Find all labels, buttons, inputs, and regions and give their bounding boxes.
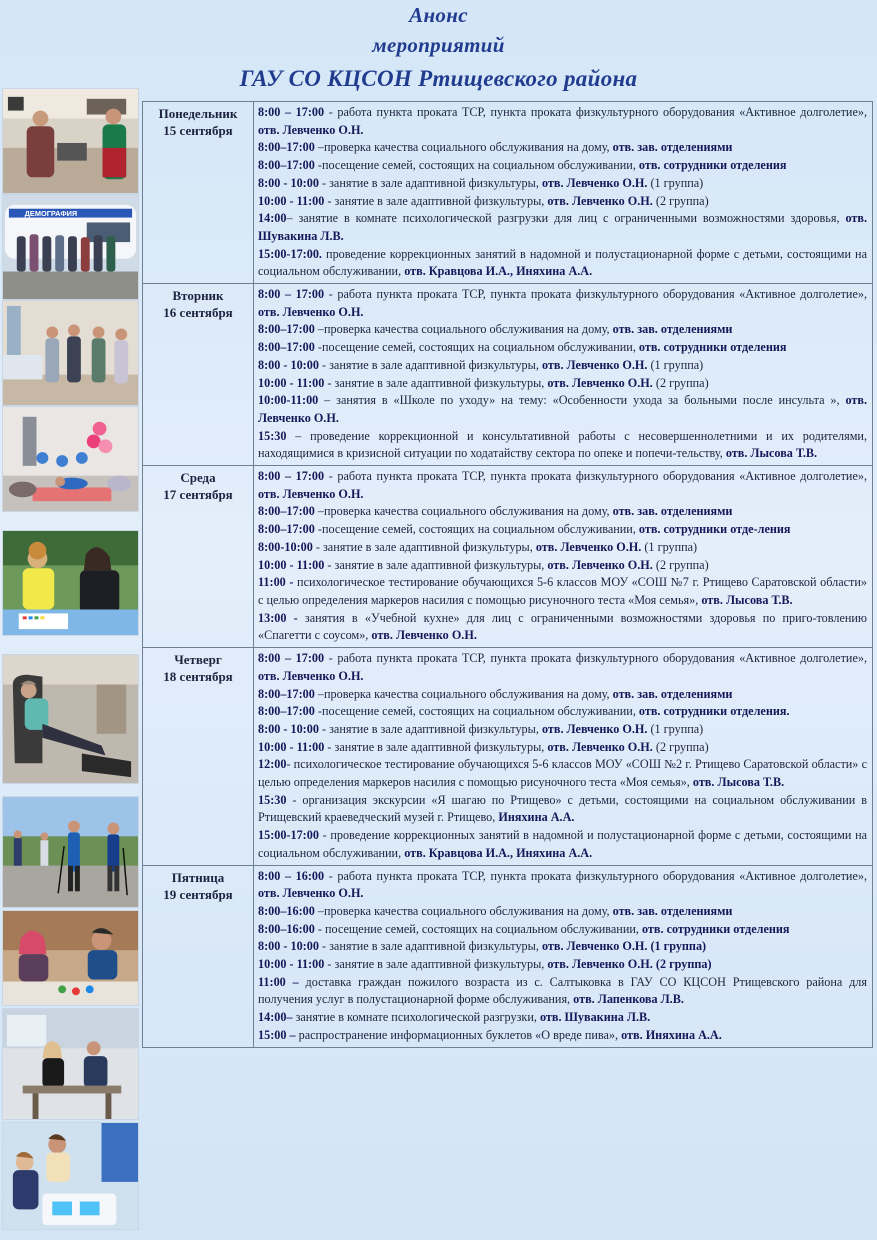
event-text: - занятие в зале адаптивной физкультуры,	[324, 957, 548, 972]
event-item	[258, 193, 867, 211]
day-cell	[143, 284, 254, 466]
day-date: 15 сентября	[163, 123, 233, 138]
event-bold-text: отв. Левченко О.Н.	[371, 628, 477, 643]
event-bold-text: 8:00–17:00	[258, 704, 315, 719]
event-item	[258, 521, 867, 539]
event-text: (2 группа)	[652, 193, 709, 208]
event-text: –проверка качества социального обслуживания на дому,	[314, 686, 613, 701]
day-name: Пятница	[171, 869, 225, 885]
event-text: - занятие в зале адаптивной физкультуры,	[324, 557, 548, 572]
event-bold-text: отв. Левченко О.Н.	[547, 193, 653, 208]
day-cell	[143, 466, 254, 648]
event-bold-text: 8:00–17:00	[258, 340, 315, 355]
event-bold-text: 10:00 - 11:00	[258, 193, 325, 208]
event-text: проведение коррекционных занятий в надомной и полустационарной форме с детьми, состоящими на социальном обслуживании,	[258, 246, 867, 279]
event-bold-text: отв. Левченко О.Н.	[258, 393, 867, 425]
event-text: –проверка качества социального обслуживания на дому,	[314, 322, 613, 337]
event-bold-text: отв. Левченко О.Н.	[258, 122, 364, 137]
event-bold-text: отв. Кравцова И.А., Иняхина А.А.	[404, 264, 593, 279]
event-bold-text: отв. сотрудники отделения	[638, 158, 787, 173]
header-title-line-1: Анонс	[409, 3, 468, 27]
event-text: - занятие в зале адаптивной физкультуры,	[318, 357, 542, 372]
event-bold-text: 8:00 - 10:00	[258, 175, 319, 190]
event-item	[258, 375, 867, 393]
event-bold-text: отв. зав. отделениями	[612, 322, 733, 337]
event-bold-text: отв. Левченко О.Н.	[258, 304, 364, 319]
photo-nordic-walking	[2, 796, 139, 908]
event-bold-text: 10:00 - 11:00	[258, 375, 325, 390]
event-bold-text: отв. Кравцова И.А., Иняхина А.А.	[404, 845, 593, 860]
event-bold-text: 10:00 - 11:00	[258, 739, 325, 754]
day-date: 18 сентября	[163, 669, 233, 685]
event-item	[258, 921, 867, 939]
event-bold-text: 10:00-11:00	[258, 393, 319, 408]
event-bold-text: 8:00 - 10:00	[258, 357, 319, 372]
event-item	[258, 956, 867, 974]
event-bold-text: 8:00–17:00	[258, 686, 315, 701]
day-cell	[143, 648, 254, 865]
event-bold-text: 15:00-17:00	[258, 828, 319, 843]
event-bold-text: 8:00 – 17:00	[258, 651, 325, 666]
photo-massage-chair	[2, 654, 139, 784]
event-text: распространение информационных буклетов «О вреде пива»,	[295, 1027, 622, 1042]
event-item	[258, 721, 867, 739]
event-bold-text: отв. Лапенкова Л.В.	[573, 992, 684, 1007]
photo-gym-exercise	[2, 406, 139, 512]
event-bold-text: 8:00–17:00	[258, 322, 315, 337]
event-bold-text: 8:00–17:00	[258, 158, 315, 173]
event-bold-text: Иняхина А.А.	[498, 810, 575, 825]
event-text: - организация экскурсии «Я шагаю по Ртищево» с детьми, состоящими на социальном обслуживании в Ртищевский краеведческий музей г. Ртищево,	[258, 792, 867, 825]
day-date: 16 сентября	[163, 305, 233, 321]
event-text: - занятие в зале адаптивной физкультуры,	[318, 939, 542, 954]
event-bold-text: отв. Лысова Т.В.	[701, 592, 793, 607]
event-item	[258, 1009, 867, 1027]
event-bold-text: отв. Левченко О.Н. (2 группа)	[547, 957, 712, 972]
event-bold-text: отв. Левченко О.Н.	[258, 668, 364, 683]
event-bold-text: 15:30	[258, 792, 287, 807]
event-text: –проверка качества социального обслуживания на дому,	[314, 903, 613, 918]
event-bold-text: отв. сотрудники отде-ления	[638, 522, 791, 537]
event-bold-text: 14:00–	[258, 1010, 293, 1025]
event-text: -посещение семей, состоящих на социальном обслуживании,	[314, 522, 639, 537]
event-bold-text: 15:00 –	[258, 1027, 296, 1042]
event-bold-text: 8:00–17:00	[258, 522, 315, 537]
photo-craft-table	[2, 910, 139, 1006]
event-bold-text: 8:00 - 10:00	[258, 939, 319, 954]
event-bold-text: отв. Левченко О.Н.	[547, 739, 653, 754]
event-bold-text: отв. Левченко О.Н.	[547, 375, 653, 390]
event-bold-text: 14:00	[258, 211, 287, 226]
event-item	[258, 610, 867, 645]
photo-consultation	[2, 1008, 139, 1120]
photo-drawing-lesson	[2, 530, 139, 636]
event-text: – занятие в комнате психологической разгрузки для лиц с ограниченными возможностями здоровья,	[286, 211, 846, 226]
event-text: - занятие в зале адаптивной физкультуры,	[324, 375, 548, 390]
event-text: доставка граждан пожилого возраста из с. Салтыковка в ГАУ СО КЦСОН Ртищевского района для получения услуг в полустационарной форме обслуживания,	[258, 974, 867, 1007]
event-bold-text: 8:00 – 17:00	[258, 105, 325, 119]
photo-kitchen	[2, 88, 139, 194]
event-bold-text: 8:00 – 17:00	[258, 469, 325, 484]
event-text: (2 группа)	[652, 739, 709, 754]
events-cell	[254, 284, 873, 466]
event-text: - занятие в зале адаптивной физкультуры,	[324, 193, 548, 208]
header-title-line-2: мероприятий	[372, 33, 505, 57]
photo-room-staff	[2, 300, 139, 406]
event-bold-text: отв. зав. отделениями	[612, 140, 733, 155]
event-item	[258, 339, 867, 357]
day-date: 19 сентября	[163, 886, 233, 902]
event-item	[258, 175, 867, 193]
event-item	[258, 1027, 867, 1045]
van-banner-text: ДЕМОГРАФИЯ	[24, 209, 78, 219]
day-cell	[143, 865, 254, 1047]
event-bold-text: 8:00–17:00	[258, 140, 315, 155]
event-item	[258, 357, 867, 375]
event-text: –проверка качества социального обслуживания на дому,	[314, 504, 613, 519]
event-text: занятия в «Учебной кухне» для лиц с ограниченными возможностями здоровья по приго-товлению «Спагетти с соусом»,	[258, 610, 868, 643]
event-bold-text: 12:00	[258, 757, 287, 772]
event-item	[258, 428, 867, 463]
event-bold-text: 8:00 - 10:00	[258, 721, 319, 736]
event-bold-text: отв. Левченко О.Н.	[541, 721, 648, 736]
event-text: - работа пункта проката ТСР, пункта проката физкультурного оборудования «Активное долголетие»,	[324, 868, 867, 883]
day-row	[143, 648, 873, 865]
header-title-line-3: ГАУ СО КЦСОН Ртищевского района	[239, 66, 638, 91]
photo-van-group	[2, 194, 139, 300]
event-text: (2 группа)	[652, 557, 709, 572]
event-item	[258, 903, 867, 921]
event-item	[258, 139, 867, 157]
event-bold-text: отв. Левченко О.Н.	[541, 175, 648, 190]
day-name: Четверг	[174, 652, 222, 668]
event-item	[258, 557, 867, 575]
event-bold-text: 8:00 – 17:00	[258, 287, 325, 302]
event-bold-text: 11:00 –	[258, 974, 299, 989]
event-text: - работа пункта проката ТСР, пункта проката физкультурного оборудования «Активное долголетие»,	[324, 651, 867, 666]
event-bold-text: отв. сотрудники отделения	[638, 340, 787, 355]
day-name: Среда	[180, 470, 216, 486]
event-text: - психологическое тестирование обучающихся 5-6 классов МОУ «СОШ №2 г. Ртищево Саратовской области» с целью определения маркеров насилия с помощью рисуночного теста «Моя семья»,	[258, 757, 867, 790]
events-cell	[254, 466, 873, 648]
event-text: (1 группа)	[647, 721, 704, 736]
event-text: - занятие в зале адаптивной физкультуры,	[312, 539, 536, 554]
event-item	[258, 938, 867, 956]
event-text: - занятие в зале адаптивной физкультуры,	[324, 739, 548, 754]
event-text: -посещение семей, состоящих на социальном обслуживании,	[314, 340, 639, 355]
schedule-table	[142, 101, 873, 1048]
event-bold-text: отв. Лысова Т.В.	[692, 775, 785, 790]
event-item	[258, 974, 867, 1009]
event-bold-text: отв. сотрудники отделения	[641, 921, 790, 936]
day-date: 17 сентября	[163, 487, 233, 503]
event-bold-text: 15:30	[258, 428, 287, 443]
event-bold-text: отв. Левченко О.Н.	[258, 886, 364, 901]
day-row	[143, 466, 873, 648]
event-bold-text: отв. Левченко О.Н.	[541, 357, 648, 372]
event-bold-text: отв. Шувакина Л.В.	[258, 211, 867, 243]
event-item	[258, 468, 867, 503]
event-text: – занятия в «Школе по уходу» на тему: «Особенности ухода за больными после инсульта »,	[318, 393, 846, 408]
event-bold-text: 8:00 – 16:00	[258, 868, 325, 883]
event-text: -посещение семей, состоящих на социальном обслуживании,	[314, 704, 639, 719]
header	[0, 0, 877, 100]
event-bold-text: отв. Иняхина А.А.	[621, 1027, 722, 1042]
day-name: Понедельник	[158, 106, 238, 121]
event-item	[258, 827, 867, 862]
event-text: (2 группа)	[652, 375, 709, 390]
event-bold-text: 8:00-10:00	[258, 539, 313, 554]
event-bold-text: отв. Левченко О.Н. (1 группа)	[541, 939, 707, 954]
event-text: (1 группа)	[647, 175, 704, 190]
event-item	[258, 650, 867, 685]
event-item	[258, 739, 867, 757]
event-text: (1 группа)	[647, 357, 704, 372]
event-text: - посещение семей, состоящих на социальном обслуживании,	[314, 921, 642, 936]
event-bold-text: 11:00 -	[258, 575, 294, 590]
event-bold-text: 15:00-17:00.	[258, 246, 322, 261]
event-bold-text: отв. Лысова Т.В.	[725, 446, 818, 461]
event-text: -посещение семей, состоящих на социальном обслуживании,	[314, 158, 639, 173]
event-item	[258, 503, 867, 521]
event-bold-text: 8:00–16:00	[258, 903, 315, 918]
event-text: - занятие в зале адаптивной физкультуры,	[318, 721, 542, 736]
event-text: - работа пункта проката ТСР, пункта проката физкультурного оборудования «Активное долголетие»,	[324, 469, 867, 484]
event-text: занятие в комнате психологической разгрузки,	[292, 1010, 540, 1025]
event-bold-text: отв. Левченко О.Н.	[547, 557, 653, 572]
event-bold-text: отв. зав. отделениями	[612, 686, 733, 701]
event-bold-text: отв. Левченко О.Н.	[258, 486, 364, 501]
event-item	[258, 321, 867, 339]
event-item	[258, 246, 867, 281]
event-item	[258, 210, 867, 245]
event-item	[258, 792, 867, 827]
event-item	[258, 157, 867, 175]
day-row	[143, 865, 873, 1047]
events-cell	[254, 648, 873, 865]
event-text: - работа пункта проката ТСР, пункта проката физкультурного оборудования «Активное долголетие»,	[324, 287, 867, 302]
event-text: –проверка качества социального обслуживания на дому,	[314, 140, 613, 155]
event-bold-text: 10:00 - 11:00	[258, 557, 325, 572]
event-bold-text: 8:00–17:00	[258, 504, 315, 519]
event-text: психологическое тестирование обучающихся 5-6 классов МОУ «СОШ №7 г. Ртищево Саратовской области» с целью определения маркеров насилия с помощью рисуночного теста «Моя семья»,	[258, 575, 867, 607]
event-text: (1 группа)	[641, 539, 698, 554]
photo-child-learning	[2, 1122, 139, 1230]
event-item	[258, 686, 867, 704]
event-item	[258, 392, 867, 427]
event-bold-text: 13:00 -	[258, 610, 298, 625]
event-bold-text: отв. зав. отделениями	[612, 903, 733, 918]
event-item	[258, 868, 867, 903]
events-cell	[254, 865, 873, 1047]
event-text: - работа пункта проката ТСР, пункта проката физкультурного оборудования «Активное долголетие»,	[324, 105, 867, 119]
event-item	[258, 286, 867, 321]
event-bold-text: отв. сотрудники отделения.	[638, 704, 790, 719]
event-text: – проведение коррекционной и консультативной работы с несовершеннолетними и их родителями, находящимися в кризисной ситуации по ходатайству сектора по опеке и попечи-тельству,	[258, 428, 867, 461]
day-name: Вторник	[172, 288, 224, 304]
day-cell	[143, 102, 254, 284]
day-row	[143, 284, 873, 466]
event-item	[258, 703, 867, 721]
event-bold-text: отв. зав. отделениями	[612, 504, 733, 519]
events-cell	[254, 102, 873, 284]
event-bold-text: 8:00–16:00	[258, 921, 315, 936]
event-item	[258, 539, 867, 557]
day-row	[143, 102, 873, 284]
event-bold-text: отв. Шувакина Л.В.	[539, 1010, 651, 1025]
event-text: - занятие в зале адаптивной физкультуры,	[318, 175, 542, 190]
event-item	[258, 756, 867, 791]
event-item	[258, 104, 867, 139]
event-bold-text: 10:00 - 11:00	[258, 957, 325, 972]
event-item	[258, 574, 867, 609]
event-text: - проведение коррекционных занятий в надомной и полустационарной форме с детьми, состоящими на социальном обслуживании,	[258, 828, 867, 860]
event-bold-text: отв. Левченко О.Н.	[535, 539, 642, 554]
